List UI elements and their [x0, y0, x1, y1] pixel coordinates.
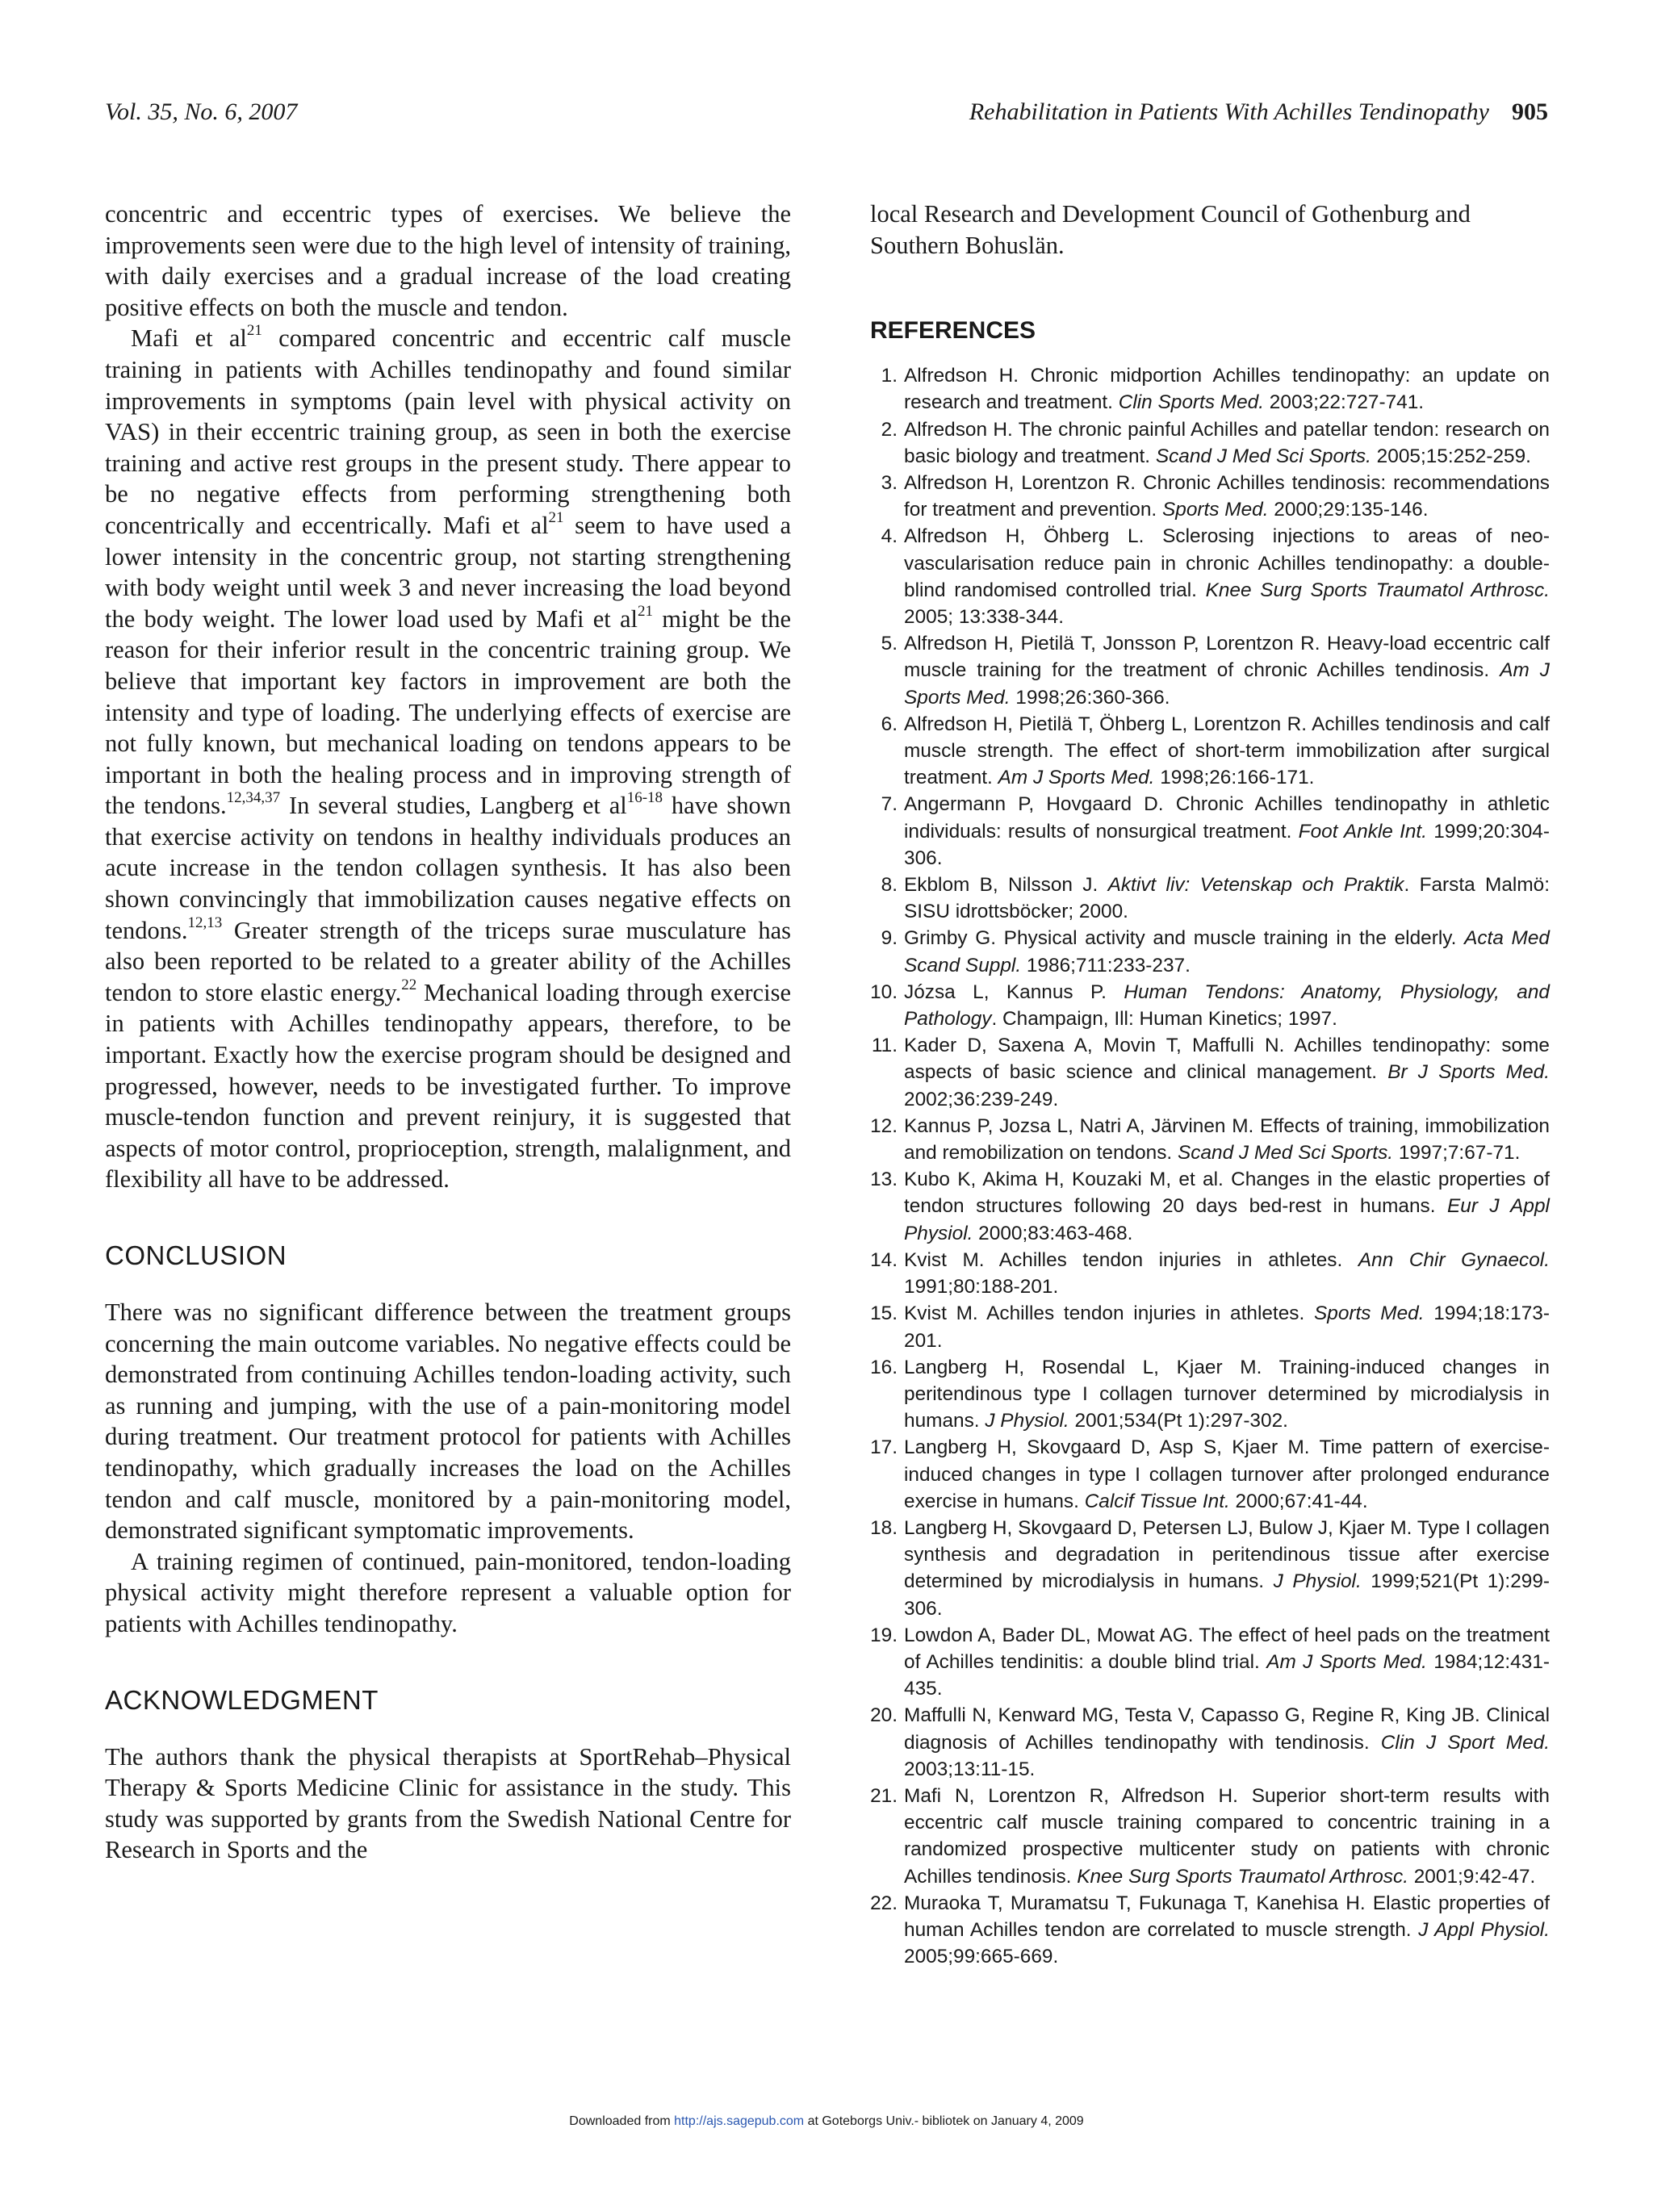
reference-text	[901, 711, 1550, 792]
footer-text: Downloaded from	[569, 2114, 675, 2128]
reference-text	[901, 1783, 1550, 1890]
reference-text	[901, 872, 1550, 925]
reference-text	[901, 1113, 1550, 1166]
reference-item	[870, 470, 1550, 523]
right-column	[870, 199, 1550, 1970]
reference-text	[901, 1622, 1550, 1703]
reference-volume: . Farsta Malmö: SISU idrottsböcker; 2000.	[904, 874, 1550, 923]
conclusion-paragraph-1: There was no significant difference between the treatment groups concerning the main outcome variables. No negative effects could be demonstrated from continuing Achilles tendon-loading activity, such as running and jumping, with the use of a pain-monitoring model during treatment. Our treatment protocol for patients with Achilles tendinopathy, which gradually increases the load on the Achilles tendon and calf muscle, monitored by a pain-monitoring model, demonstrated significant symptomatic improvements.	[105, 1298, 791, 1545]
reference-text	[901, 791, 1550, 872]
citation-superscript: 12,34,37	[226, 789, 281, 807]
text-run: might be the reason for their inferior result in the concentric training group. We believe that important key factors in improvement are both the intensity and type of loading. The underlying effects of exercise are not fully known, but mechanical loading on tendons appears to be important in both the healing process and in improving strength of the tendons.	[105, 604, 791, 820]
reference-journal: Eur J Appl Physiol.	[904, 1195, 1550, 1244]
reference-volume: . Champaign, Ill: Human Kinetics; 1997.	[991, 1008, 1337, 1031]
acknowledgment-paragraph: The authors thank the physical therapists at SportRehab–Physical Therapy & Sports Medicine Clinic for assistance in the study. This study was supported by grants from the Swedish National Centre for Research in Sports and the	[105, 1742, 791, 1864]
text-run: Greater strength of the triceps surae musculature has also been reported to be related to a greater ability of the Achilles tendon to store elastic energy.	[105, 916, 791, 1006]
reference-number: 22.	[870, 1892, 898, 1914]
reference-number: 12.	[870, 1114, 898, 1137]
reference-text	[901, 630, 1550, 711]
reference-text	[901, 470, 1550, 523]
reference-item	[870, 979, 1550, 1032]
discussion-paragraph-1: concentric and eccentric types of exercises. We believe the improvements seen were due to the high level of intensity of training, with daily exercises and a gradual increase of the load creating positive effects on both the muscle and tendon.	[105, 200, 791, 321]
reference-volume: 1999;20:304-306.	[904, 820, 1550, 869]
reference-volume: 1984;12:431-435.	[904, 1650, 1550, 1700]
text-run: compared concentric and eccentric calf muscle training in patients with Achilles tendinopathy and found similar improvements in symptoms (pain level with physical activity on VAS) in their eccentric training group, as seen in both the exercise training and active rest groups in the present study. There appear to be no negative effects from performing strengthening both concentrically and eccentrically. Mafi et al	[105, 324, 791, 539]
reference-journal: Clin Sports Med.	[1118, 391, 1265, 414]
reference-number: 10.	[870, 981, 898, 1003]
reference-journal: Sports Med.	[1161, 499, 1269, 521]
running-header-volume: Vol. 35, No. 6, 2007	[105, 98, 298, 125]
reference-number: 18.	[870, 1516, 898, 1539]
reference-volume: 2002;36:239-249.	[904, 1088, 1059, 1110]
reference-number: 2.	[881, 418, 898, 441]
reference-text	[901, 1166, 1550, 1247]
running-header	[969, 98, 1548, 126]
reference-text	[901, 416, 1550, 470]
reference-journal: Calcif Tissue Int.	[1084, 1490, 1230, 1512]
reference-item	[870, 523, 1550, 630]
reference-journal: Ann Chir Gynaecol.	[1358, 1248, 1550, 1271]
reference-volume: 1994;18:173-201.	[904, 1303, 1550, 1352]
reference-citation: Maffulli N, Kenward MG, Testa V, Capasso G, Regine R, King JB. Clinical diagnosis of Achilles tendinopathy with tendinosis.	[904, 1704, 1550, 1754]
reference-volume: 2005;15:252-259.	[1371, 445, 1531, 467]
reference-journal: Am J Sports Med.	[904, 659, 1550, 709]
reference-citation: Alfredson H. Chronic midportion Achilles tendinopathy: an update on research and treatment.	[904, 365, 1550, 414]
reference-text	[901, 1354, 1550, 1435]
reference-number: 4.	[881, 525, 898, 548]
reference-number: 8.	[881, 874, 898, 897]
reference-number: 16.	[870, 1356, 898, 1378]
reference-citation: Alfredson H. The chronic painful Achilles and patellar tendon: research on basic biology and treatment.	[904, 418, 1550, 467]
discussion-paragraph-2	[105, 323, 791, 1195]
reference-journal: Sports Med.	[1314, 1303, 1425, 1325]
reference-text	[901, 1890, 1550, 1971]
conclusion-paragraph-2: A training regimen of continued, pain-monitored, tendon-loading physical activity might therefore represent a valuable option for patients with Achilles tendinopathy.	[105, 1547, 791, 1637]
reference-text	[901, 925, 1550, 978]
text-run: Mechanical loading through exercise in patients with Achilles tendinopathy appears, therefore, to be important. Exactly how the exercise program should be designed and progressed, however, needs to be investigated further. To improve muscle-tendon function and prevent reinjury, it is suggested that aspects of motor control, proprioception, strength, malalignment, and flexibility all have to be addressed.	[105, 978, 791, 1194]
footer-link[interactable]: http://ajs.sagepub.com	[674, 2114, 805, 2128]
reference-volume: 1991;80:188-201.	[904, 1276, 1059, 1298]
reference-item	[870, 1622, 1550, 1703]
reference-journal: Human Tendons: Anatomy, Physiology, and Pathology	[904, 981, 1550, 1031]
reference-text	[901, 523, 1550, 630]
reference-item	[870, 1702, 1550, 1783]
download-footer	[0, 2114, 1653, 2129]
reference-item	[870, 791, 1550, 872]
citation-superscript: 21	[246, 322, 262, 340]
reference-journal: J Physiol.	[985, 1410, 1069, 1432]
reference-journal: J Appl Physiol.	[1418, 1918, 1550, 1941]
reference-item	[870, 711, 1550, 792]
reference-citation: Alfredson H, Pietilä T, Jonsson P, Lorentzon R. Heavy-load eccentric calf muscle training for the treatment of chronic Achilles tendinosis.	[904, 633, 1550, 682]
reference-item	[870, 1032, 1550, 1113]
reference-text	[901, 1702, 1550, 1783]
reference-number: 13.	[870, 1169, 898, 1191]
reference-volume: 2001;9:42-47.	[1408, 1865, 1536, 1888]
text-run: have shown that exercise activity on tendons in healthy individuals produces an acute increase in the tendon collagen synthesis. It has also been shown convincingly that immobilization causes negative effects on tendons.	[105, 792, 791, 944]
reference-citation: Józsa L, Kannus P.	[904, 981, 1124, 1003]
conclusion-heading: CONCLUSION	[105, 1240, 287, 1270]
running-header-title: Rehabilitation in Patients With Achilles Tendinopathy	[969, 98, 1489, 125]
references-list	[870, 362, 1550, 1970]
reference-number: 7.	[881, 793, 898, 816]
reference-text	[901, 1300, 1550, 1353]
reference-item	[870, 416, 1550, 470]
reference-journal: Knee Surg Sports Traumatol Arthrosc.	[1077, 1865, 1408, 1888]
reference-journal: Knee Surg Sports Traumatol Arthrosc.	[1205, 579, 1550, 601]
reference-volume: 1998;26:360-366.	[1010, 686, 1170, 709]
citation-superscript: 21	[638, 602, 653, 620]
left-column	[105, 199, 791, 1866]
reference-number: 14.	[870, 1248, 898, 1271]
reference-journal: Br J Sports Med.	[1387, 1061, 1550, 1084]
reference-citation: Kubo K, Akima H, Kouzaki M, et al. Changes in the elastic properties of tendon structures following 20 days bed-rest in humans.	[904, 1169, 1550, 1218]
text-run: In several studies, Langberg et al	[280, 792, 627, 820]
reference-volume: 1997;7:67-71.	[1393, 1142, 1521, 1165]
reference-citation: Ekblom B, Nilsson J.	[904, 874, 1108, 897]
reference-citation: Langberg H, Rosendal L, Kjaer M. Training-induced changes in peritendinous type I collagen turnover determined by microdialysis in humans.	[904, 1356, 1550, 1432]
reference-citation: Lowdon A, Bader DL, Mowat AG. The effect of heel pads on the treatment of Achilles tendinitis: a double blind trial.	[904, 1624, 1550, 1673]
reference-journal: Foot Ankle Int.	[1298, 820, 1427, 843]
reference-number: 19.	[870, 1624, 898, 1646]
reference-number: 5.	[881, 633, 898, 655]
reference-citation: Alfredson H, Lorentzon R. Chronic Achilles tendinosis: recommendations for treatment and prevention.	[904, 472, 1550, 521]
reference-citation: Kader D, Saxena A, Movin T, Maffulli N. Achilles tendinopathy: some aspects of basic science and clinical management.	[904, 1035, 1550, 1084]
reference-volume: 2003;22:727-741.	[1264, 391, 1425, 414]
acknowledgment-continued: local Research and Development Council of Gothenburg and Southern Bohuslän.	[870, 200, 1471, 259]
reference-volume: 2000;83:463-468.	[973, 1222, 1133, 1244]
reference-number: 20.	[870, 1704, 898, 1727]
footer-text: at Goteborgs Univ.- bibliotek on January 4, 2009	[804, 2114, 1084, 2128]
reference-item	[870, 1113, 1550, 1166]
reference-journal: Scand J Med Sci Sports.	[1155, 445, 1371, 467]
reference-number: 15.	[870, 1303, 898, 1325]
acknowledgment-heading: ACKNOWLEDGMENT	[105, 1684, 379, 1715]
reference-number: 9.	[881, 927, 898, 950]
citation-superscript: 16-18	[626, 789, 663, 807]
text-run: seem to have used a lower intensity in the concentric group, not starting strengthening with body weight until week 3 and never increasing the load beyond the body weight. The lower load used by Mafi et al	[105, 511, 791, 633]
references-heading: REFERENCES	[870, 317, 1036, 345]
reference-journal: Aktivt liv: Vetenskap och Praktik	[1107, 874, 1404, 897]
reference-citation: Kvist M. Achilles tendon injuries in athletes.	[904, 1248, 1358, 1271]
reference-text	[901, 979, 1550, 1032]
reference-journal: Am J Sports Med.	[1266, 1650, 1427, 1673]
reference-text	[901, 1032, 1550, 1113]
reference-item	[870, 1890, 1550, 1971]
reference-item	[870, 925, 1550, 978]
reference-number: 21.	[870, 1784, 898, 1807]
reference-journal: Scand J Med Sci Sports.	[1177, 1142, 1394, 1165]
reference-item	[870, 1166, 1550, 1247]
reference-item	[870, 1783, 1550, 1890]
reference-citation: Mafi N, Lorentzon R, Alfredson H. Superior short-term results with eccentric calf muscle training compared to concentric training in a randomized prospective multicenter study on patients with chronic Achilles tendinosis.	[904, 1784, 1550, 1888]
reference-journal: Acta Med Scand Suppl.	[904, 927, 1550, 976]
reference-item	[870, 1247, 1550, 1300]
citation-superscript: 21	[548, 508, 564, 526]
reference-citation: Grimby G. Physical activity and muscle training in the elderly.	[904, 927, 1465, 950]
text-run: Mafi et al	[131, 324, 247, 353]
reference-volume: 2005;99:665-669.	[904, 1946, 1059, 1968]
reference-number: 3.	[881, 472, 898, 494]
reference-citation: Alfredson H, Pietilä T, Öhberg L, Lorentzon R. Achilles tendinosis and calf muscle strength. The effect of short-term immobilization after surgical treatment.	[904, 713, 1550, 789]
reference-text	[901, 362, 1550, 416]
reference-journal: J Physiol.	[1273, 1570, 1362, 1593]
reference-citation: Angermann P, Hovgaard D. Chronic Achilles tendinopathy in athletic individuals: results of nonsurgical treatment.	[904, 793, 1550, 843]
page-number: 905	[1512, 98, 1548, 125]
reference-number: 11.	[871, 1035, 898, 1057]
reference-item	[870, 872, 1550, 925]
reference-volume: 1986;711:233-237.	[1021, 954, 1191, 976]
reference-number: 17.	[870, 1436, 898, 1459]
reference-journal: Am J Sports Med.	[998, 767, 1155, 789]
reference-item	[870, 1515, 1550, 1622]
citation-superscript: 22	[401, 976, 417, 993]
reference-text	[901, 1434, 1550, 1515]
reference-item	[870, 1354, 1550, 1435]
reference-item	[870, 630, 1550, 711]
reference-citation: Muraoka T, Muramatsu T, Fukunaga T, Kanehisa H. Elastic properties of human Achilles tendon are correlated to muscle strength.	[904, 1892, 1550, 1941]
reference-volume: 2005; 13:338-344.	[904, 606, 1065, 629]
reference-text	[901, 1247, 1550, 1300]
reference-text	[901, 1515, 1550, 1622]
reference-volume: 2003;13:11-15.	[904, 1758, 1036, 1780]
reference-item	[870, 1300, 1550, 1353]
reference-number: 1.	[881, 365, 898, 387]
citation-superscript: 12,13	[187, 914, 223, 931]
reference-citation: Kannus P, Jozsa L, Natri A, Järvinen M. Effects of training, immobilization and remobilization on tendons.	[904, 1114, 1550, 1165]
reference-journal: Clin J Sport Med.	[1380, 1731, 1550, 1754]
reference-volume: 2000;29:135-146.	[1268, 499, 1429, 521]
reference-item	[870, 1434, 1550, 1515]
reference-number: 6.	[881, 713, 898, 735]
reference-citation: Langberg H, Skovgaard D, Asp S, Kjaer M. Time pattern of exercise-induced changes in type I collagen turnover after prolonged endurance exercise in humans.	[904, 1436, 1550, 1512]
reference-volume: 2000;67:41-44.	[1229, 1490, 1368, 1512]
reference-citation: Langberg H, Skovgaard D, Petersen LJ, Bulow J, Kjaer M. Type I collagen synthesis and degradation in peritendinous tissue after exercise determined by microdialysis in humans.	[904, 1516, 1550, 1593]
reference-citation: Kvist M. Achilles tendon injuries in athletes.	[904, 1303, 1314, 1325]
reference-volume: 1999;521(Pt 1):299-306.	[904, 1570, 1550, 1620]
reference-citation: Alfredson H, Öhberg L. Sclerosing injections to areas of neo-vascularisation reduce pain in chronic Achilles tendinopathy: a double-blind randomised controlled trial.	[904, 525, 1550, 601]
reference-item	[870, 362, 1550, 416]
reference-volume: 1998;26:166-171.	[1154, 767, 1315, 789]
reference-volume: 2001;534(Pt 1):297-302.	[1069, 1410, 1288, 1432]
